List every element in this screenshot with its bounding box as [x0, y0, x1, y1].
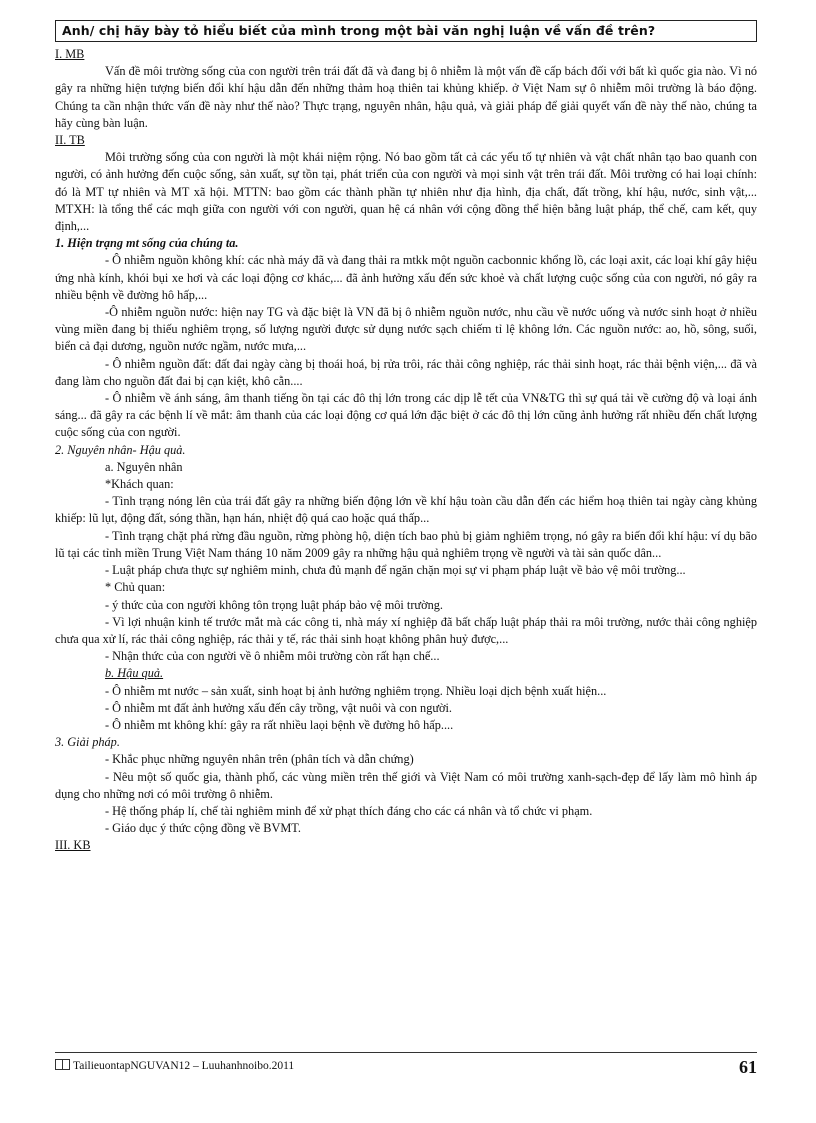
list-item: - Ô nhiễm nguồn không khí: các nhà máy đã và đang thải ra mtkk một nguồn cacbonnic khổng lồ, các loại axit, các loại khí gây hiệu ứng nhà kính, khói bụi xe hơi và các loại động cơ khác,... đã ảnh hưởng xấu đến sức khoẻ và chất lượng cuộc sống của con người, nó gây ra nhiều bệnh về đường hô hấp,...	[55, 253, 757, 302]
list-item: - Nhận thức của con người về ô nhiễm môi trường còn rất hạn chế...	[105, 649, 440, 664]
list-item: - Ô nhiễm về ánh sáng, âm thanh tiếng ồn tại các đô thị lớn trong các dịp lễ tết của VN&TG thì sự quá tải về cường độ và loại ánh sáng... đã gây ra các bệnh lí về mắt: âm thanh của các loại động cơ quá lớn đặc biệt ở các đô thị lớn cũng ảnh hưởng rất nhiều đến chất lượng cuộc sống của con người.	[55, 391, 757, 440]
section-1-heading: 1. Hiện trạng mt sống của chúng ta.	[55, 236, 239, 251]
section-2-heading: 2. Nguyên nhân- Hậu quả.	[55, 442, 186, 457]
list-item: - Giáo dục ý thức cộng đồng về BVMT.	[105, 821, 301, 836]
list-item: -Ô nhiễm nguồn nước: hiện nay TG và đặc biệt là VN đã bị ô nhiễm nguồn nước, nhu cầu về nước uống và nước sinh hoạt ở nhiều vùng miền đang bị thiếu nghiêm trọng, số lượng người được sử dụng nước sạch chiếm tỉ lệ không lớn. Các nguồn nước: ao, hồ, sông, suối, biển cả đại dương, nguồn nước ngầm, nước mưa,...	[55, 305, 757, 354]
document-page	[55, 20, 757, 855]
page-footer	[55, 1052, 757, 1079]
book-icon	[55, 1059, 70, 1070]
tb-heading: II. TB	[55, 133, 85, 148]
cause-label: a. Nguyên nhân	[105, 459, 183, 474]
list-item: - ý thức của con người không tôn trọng luật pháp bảo vệ môi trường.	[105, 597, 443, 612]
footer-source: TailieuontapNGUVAN12 – Luuhanhnoibo.2011	[73, 1060, 295, 1072]
list-item: - Ô nhiễm mt không khí: gây ra rất nhiều laọi bệnh về đường hô hấp....	[105, 717, 454, 732]
list-item: - Hệ thống pháp lí, chế tài nghiêm minh để xử phạt thích đáng cho các cá nhân và tổ chức vi phạm.	[105, 803, 593, 818]
question-box: Anh/ chị hãy bày tỏ hiểu biết của mình trong một bài văn nghị luận về vấn đề trên?	[55, 20, 757, 42]
list-item: - Tình trạng chặt phá rừng đầu nguồn, rừng phòng hộ, diện tích bao phủ bị giảm nghiêm trọng, nó gây ra biến đổi khí hậu: ví dụ bão lũ tại các tỉnh miền Trung Việt Nam tháng 10 năm 2009 gây ra những hậu quả nghiêm trọng về người và tài sản quốc dân...	[55, 528, 757, 560]
subjective-label: * Chủ quan:	[105, 580, 166, 595]
list-item: - Khắc phục những nguyên nhân trên (phân tích và dẫn chứng)	[105, 752, 414, 767]
list-item: - Ô nhiễm mt đất ảnh hưởng xấu đến cây trồng, vật nuôi và con người.	[105, 700, 453, 715]
consequence-label: b. Hậu quả.	[105, 666, 164, 681]
section-3-heading: 3. Giải pháp.	[55, 735, 120, 750]
list-item: - Nêu một số quốc gia, thành phố, các vùng miền trên thế giới và Việt Nam có môi trường xanh-sạch-đẹp để lấy làm mô hình áp dụng cho những nơi có môi trường ô nhiễm.	[55, 769, 757, 801]
list-item: - Ô nhiễm mt nước – sản xuất, sinh hoạt bị ảnh hưởng nghiêm trọng. Nhiều loại dịch bệnh xuất hiện...	[105, 683, 607, 698]
tb-paragraph: Môi trường sống của con người là một khái niệm rộng. Nó bao gồm tất cả các yếu tố tự nhiên và vật chất nhân tạo bao quanh con người, có ảnh hưởng đến cuộc sống, sản xuất, sự tồn tại, phát triển của con người và mọi sinh vật trên trái đất. Môi trường có hai loại chính: đó là MT tự nhiên và MT xã hội. MTTN: bao gồm các thành phần tự nhiên như địa hình, địa chất, đất trồng, khí hậu, nước, sinh vật,... MTXH: là tổng thể các mqh giữa con người với con người, quan hệ cá nhân với cộng đồng thể hiện bằng luật pháp, thể chế, cam kết, quy định,...	[55, 150, 757, 234]
page-number: 61	[739, 1057, 757, 1077]
objective-label: *Khách quan:	[105, 477, 174, 492]
mb-paragraph: Vấn đề môi trường sống của con người trên trái đất đã và đang bị ô nhiễm là một vấn đề cấp bách đối với bất kì quốc gia nào. Vì nó gây ra những hiện tượng biến đổi khí hậu dẫn đến những thảm hoạ thiên tai khủng khiếp. ở Việt Nam sự ô nhiễm môi trường là báo động. Chúng ta cần nhận thức vấn đề này như thế nào? Thực trạng, nguyên nhân, hậu quả, và giải pháp để giải quyết vấn đề này thế nào, chúng ta hãy cùng bàn luận.	[55, 64, 757, 130]
list-item: - Tình trạng nóng lên của trái đất gây ra những biến động lớn về khí hậu toàn cầu dẫn đến các hiểm hoạ thiên tai ngày càng khủng khiếp: lũ lụt, động đất, sóng thần, hạn hán, nhiệt độ quá cao hoặc quá thấp...	[55, 494, 757, 526]
list-item: - Luật pháp chưa thực sự nghiêm minh, chưa đủ mạnh để ngăn chặn mọi sự vi phạm pháp luật về bảo vệ môi trường...	[105, 563, 686, 578]
list-item: - Vì lợi nhuận kinh tế trước mắt mà các công ti, nhà máy xí nghiệp đã bất chấp luật pháp thải ra môi trường, nước thải công nghiệp chưa qua xử lí, rác thải công nghiệp, rác thải y tế, rác thải sinh hoạt không phân huỷ được,...	[55, 614, 757, 646]
mb-heading: I. MB	[55, 47, 85, 61]
kb-heading: III. KB	[55, 838, 91, 853]
list-item: - Ô nhiễm nguồn đất: đất đai ngày càng bị thoái hoá, bị rửa trôi, rác thải công nghiệp, rác thải sinh hoạt, rác thải bệnh viện,... đã và đang làm cho nguồn đất đai bị cạn kiệt, khô cằn....	[55, 356, 757, 388]
